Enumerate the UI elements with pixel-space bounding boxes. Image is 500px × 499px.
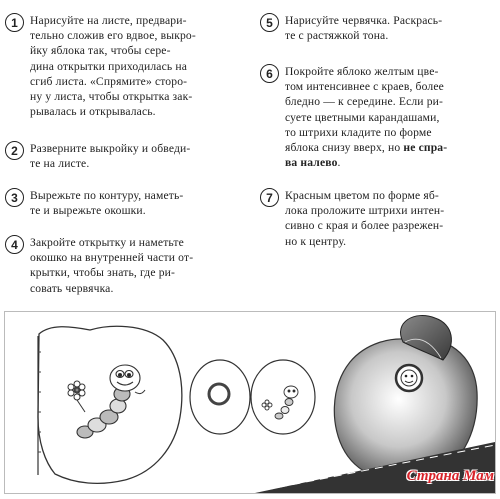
- step-5: [260, 13, 442, 43]
- step-text: Разверните выкройку и обведи- те на листе.: [30, 142, 191, 171]
- watermark-logo: Страна Мам: [406, 468, 494, 484]
- step-number: 3: [5, 188, 24, 207]
- step-number: 2: [5, 141, 24, 160]
- step-number: 7: [260, 188, 279, 207]
- step-3: [5, 188, 183, 218]
- step-text: Красным цветом по форме яб- лока проложите штрихи интен- сивно с края и более разрежен- но к центру.: [285, 189, 445, 248]
- step-number: 6: [260, 64, 279, 83]
- step-text: Нарисуйте на листе, предвари- тельно сложив его вдвое, выкро- йку яблока так, чтобы сере- дина открытки приходилась на сгиб листа. «Спрямите» сторо- ну у листа, чтобы открытка зак- рывалась и открывалась.: [30, 14, 196, 119]
- step-number: 4: [5, 235, 24, 254]
- step-number: 1: [5, 13, 24, 32]
- apple-card-open: [190, 360, 315, 434]
- illustration-panel: [4, 311, 496, 494]
- illustration-drawings: [5, 312, 495, 493]
- step-7: [260, 188, 444, 249]
- step-text: Вырежьте по контуру, наметь- те и вырежьте окошки.: [30, 189, 184, 218]
- step-1: [5, 13, 196, 119]
- apple-card-outline: [38, 326, 182, 483]
- step-number: 5: [260, 13, 279, 32]
- step-text: Закройте открытку и наметьте окошко на внутренней части от- крытки, чтобы знать, где ри- совать червячка.: [30, 236, 194, 295]
- step-text: Покройте яблоко желтым цве- том интенсивнее с краев, более бледно — к середине. Если ри- суете цветными карандашами, то штрихи кладите по форме яблока снизу вверх, но не спра- ва налево.: [285, 65, 448, 170]
- step-text: Нарисуйте червячка. Раскрась- те с растяжкой тона.: [285, 14, 443, 43]
- step-2: [5, 141, 190, 171]
- step-4: [5, 235, 193, 296]
- step-6: [260, 64, 447, 170]
